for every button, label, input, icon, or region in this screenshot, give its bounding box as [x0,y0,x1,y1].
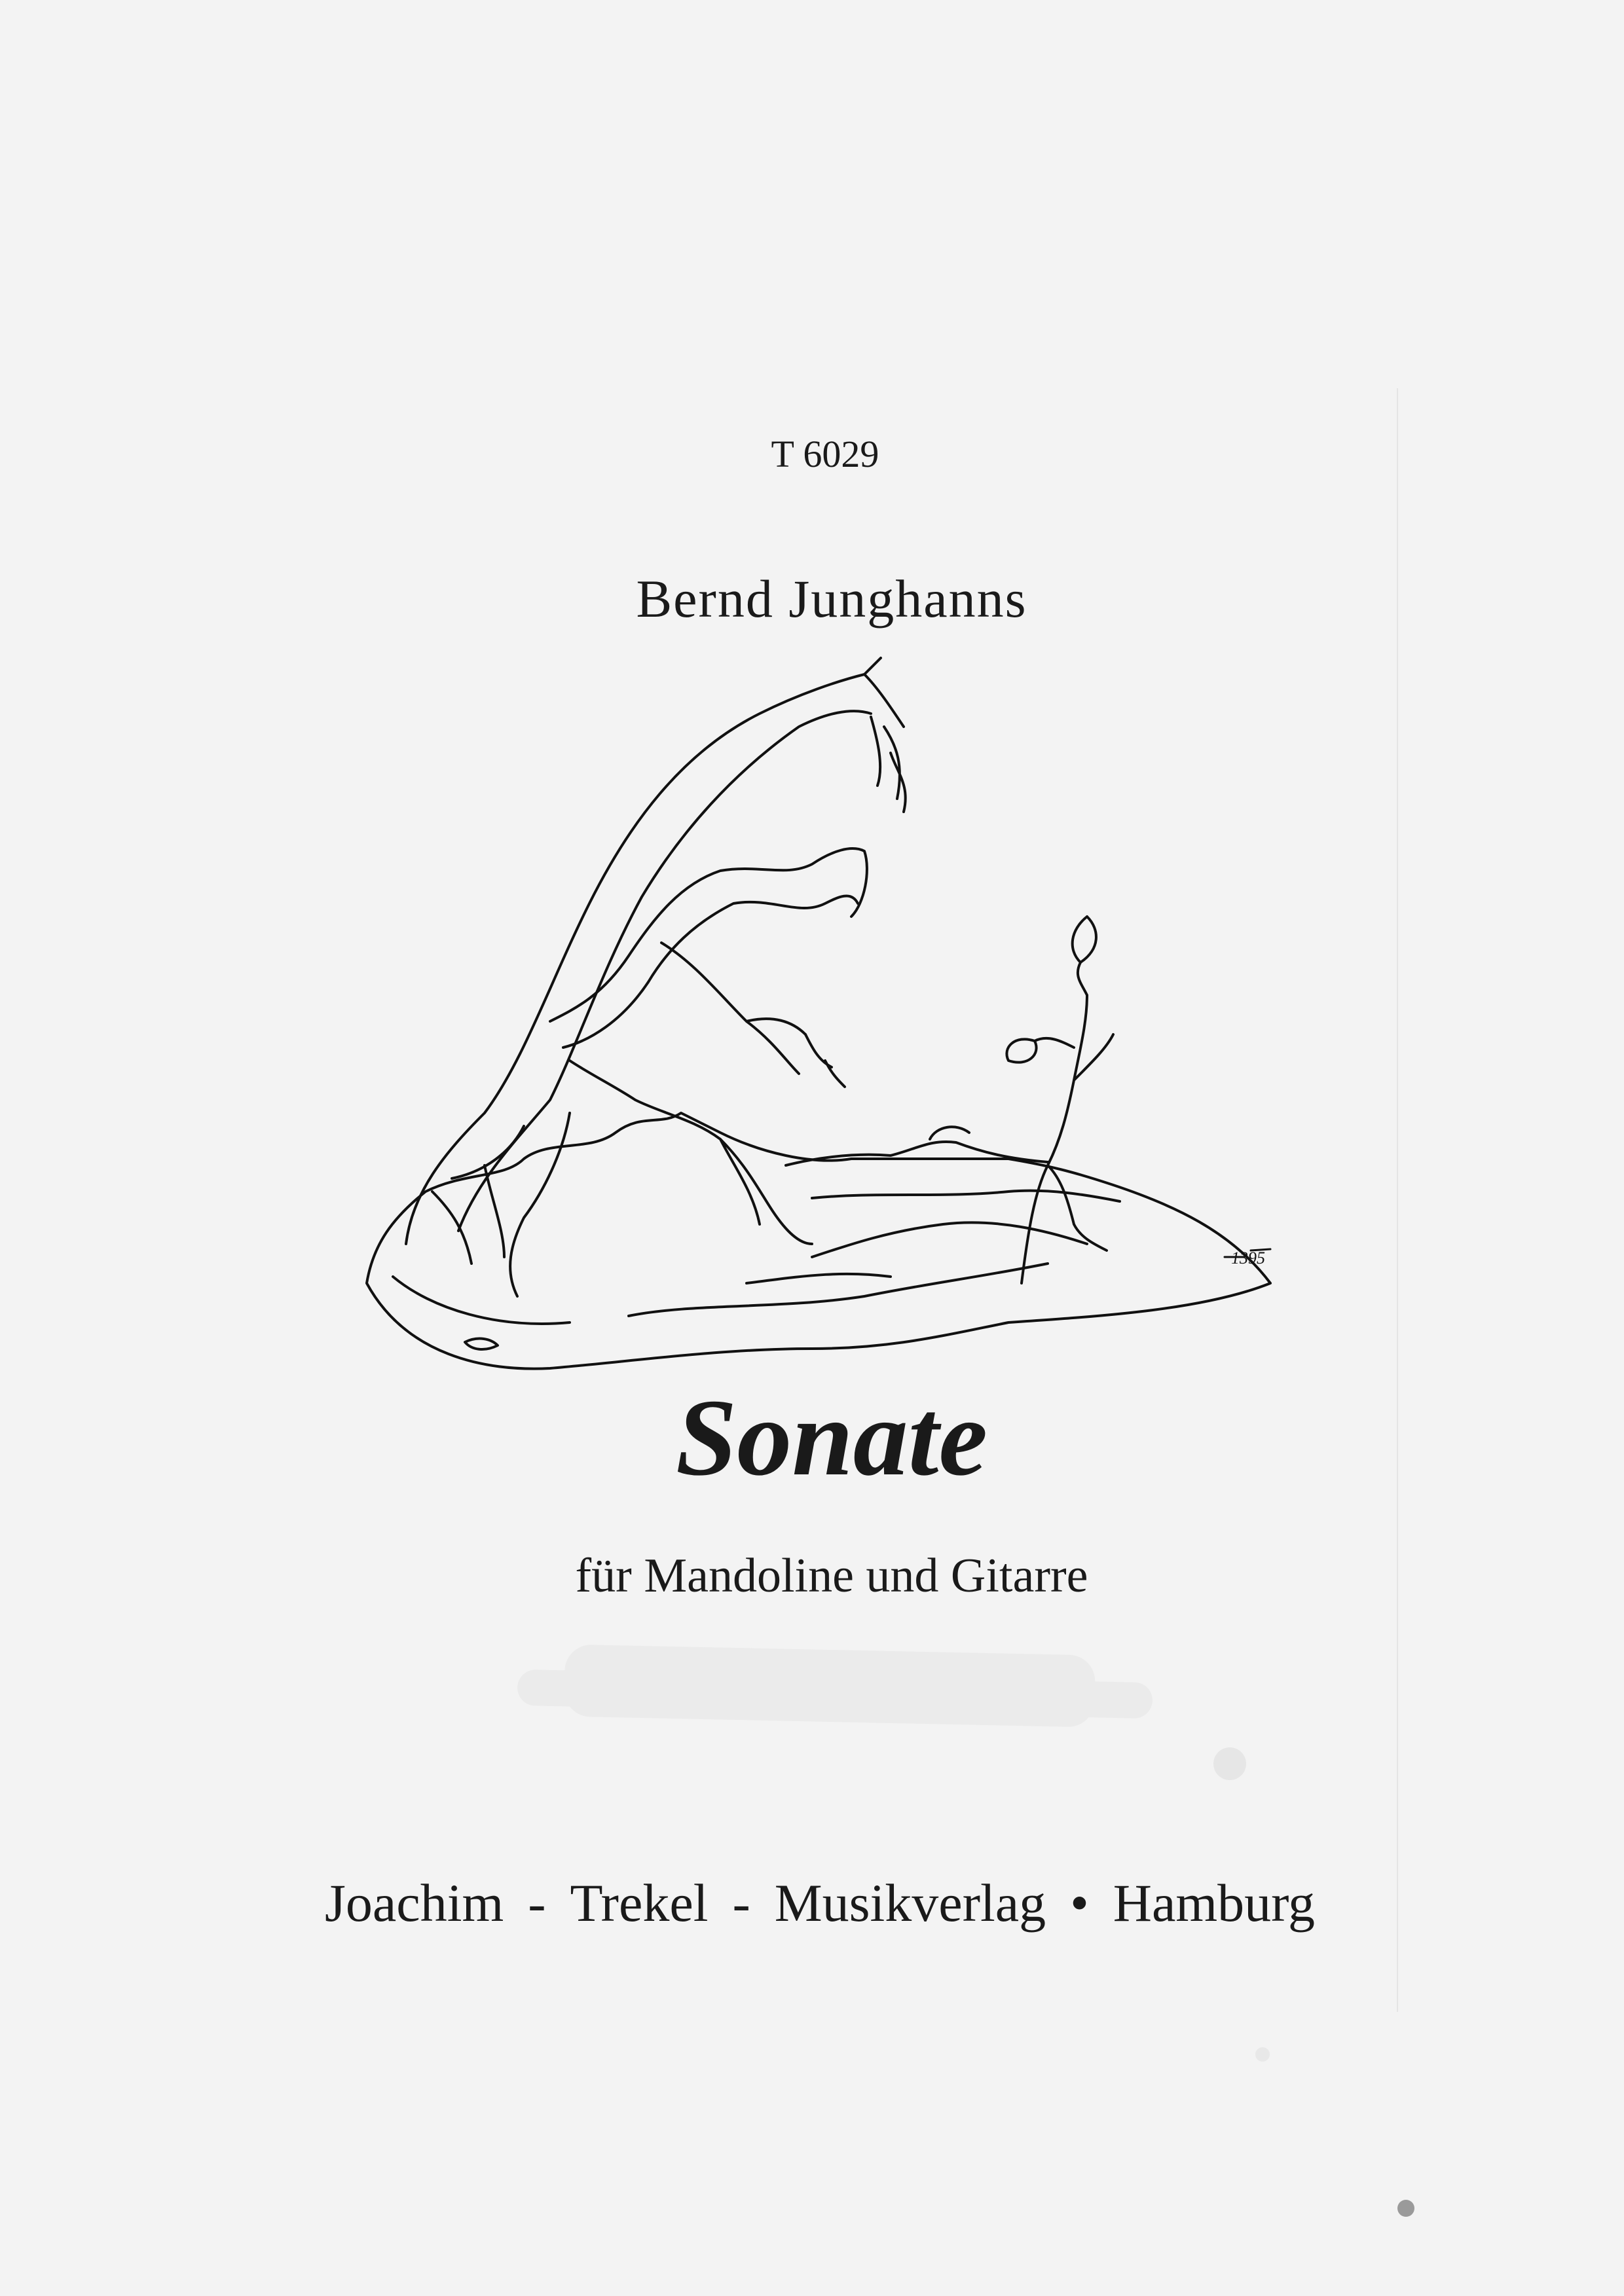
publisher-bullet: • [1070,1873,1089,1933]
subtitle: für Mandoline und Gitarre [575,1549,1088,1603]
publisher-city: Hamburg [1113,1873,1315,1933]
scan-edge-line [1397,388,1398,2012]
catalog-number: T 6029 [771,433,879,475]
publisher-part: Trekel [570,1873,709,1933]
artist-signature: 1395 [1231,1248,1265,1267]
composer-name: Bernd Junghanns [636,569,1027,629]
publisher-separator: - [732,1873,750,1933]
scan-artifact-dot [1255,2047,1270,2062]
publisher-line [325,1872,1315,1934]
tree-landscape-illustration [354,655,1283,1388]
publisher-part: Musikverlag [774,1873,1046,1933]
scan-artifact-dot [1213,1747,1246,1780]
publisher-separator: - [528,1873,546,1933]
title: Sonate [675,1377,988,1499]
publisher-part: Joachim [325,1873,504,1933]
scan-artifact-dot [1397,2200,1414,2217]
